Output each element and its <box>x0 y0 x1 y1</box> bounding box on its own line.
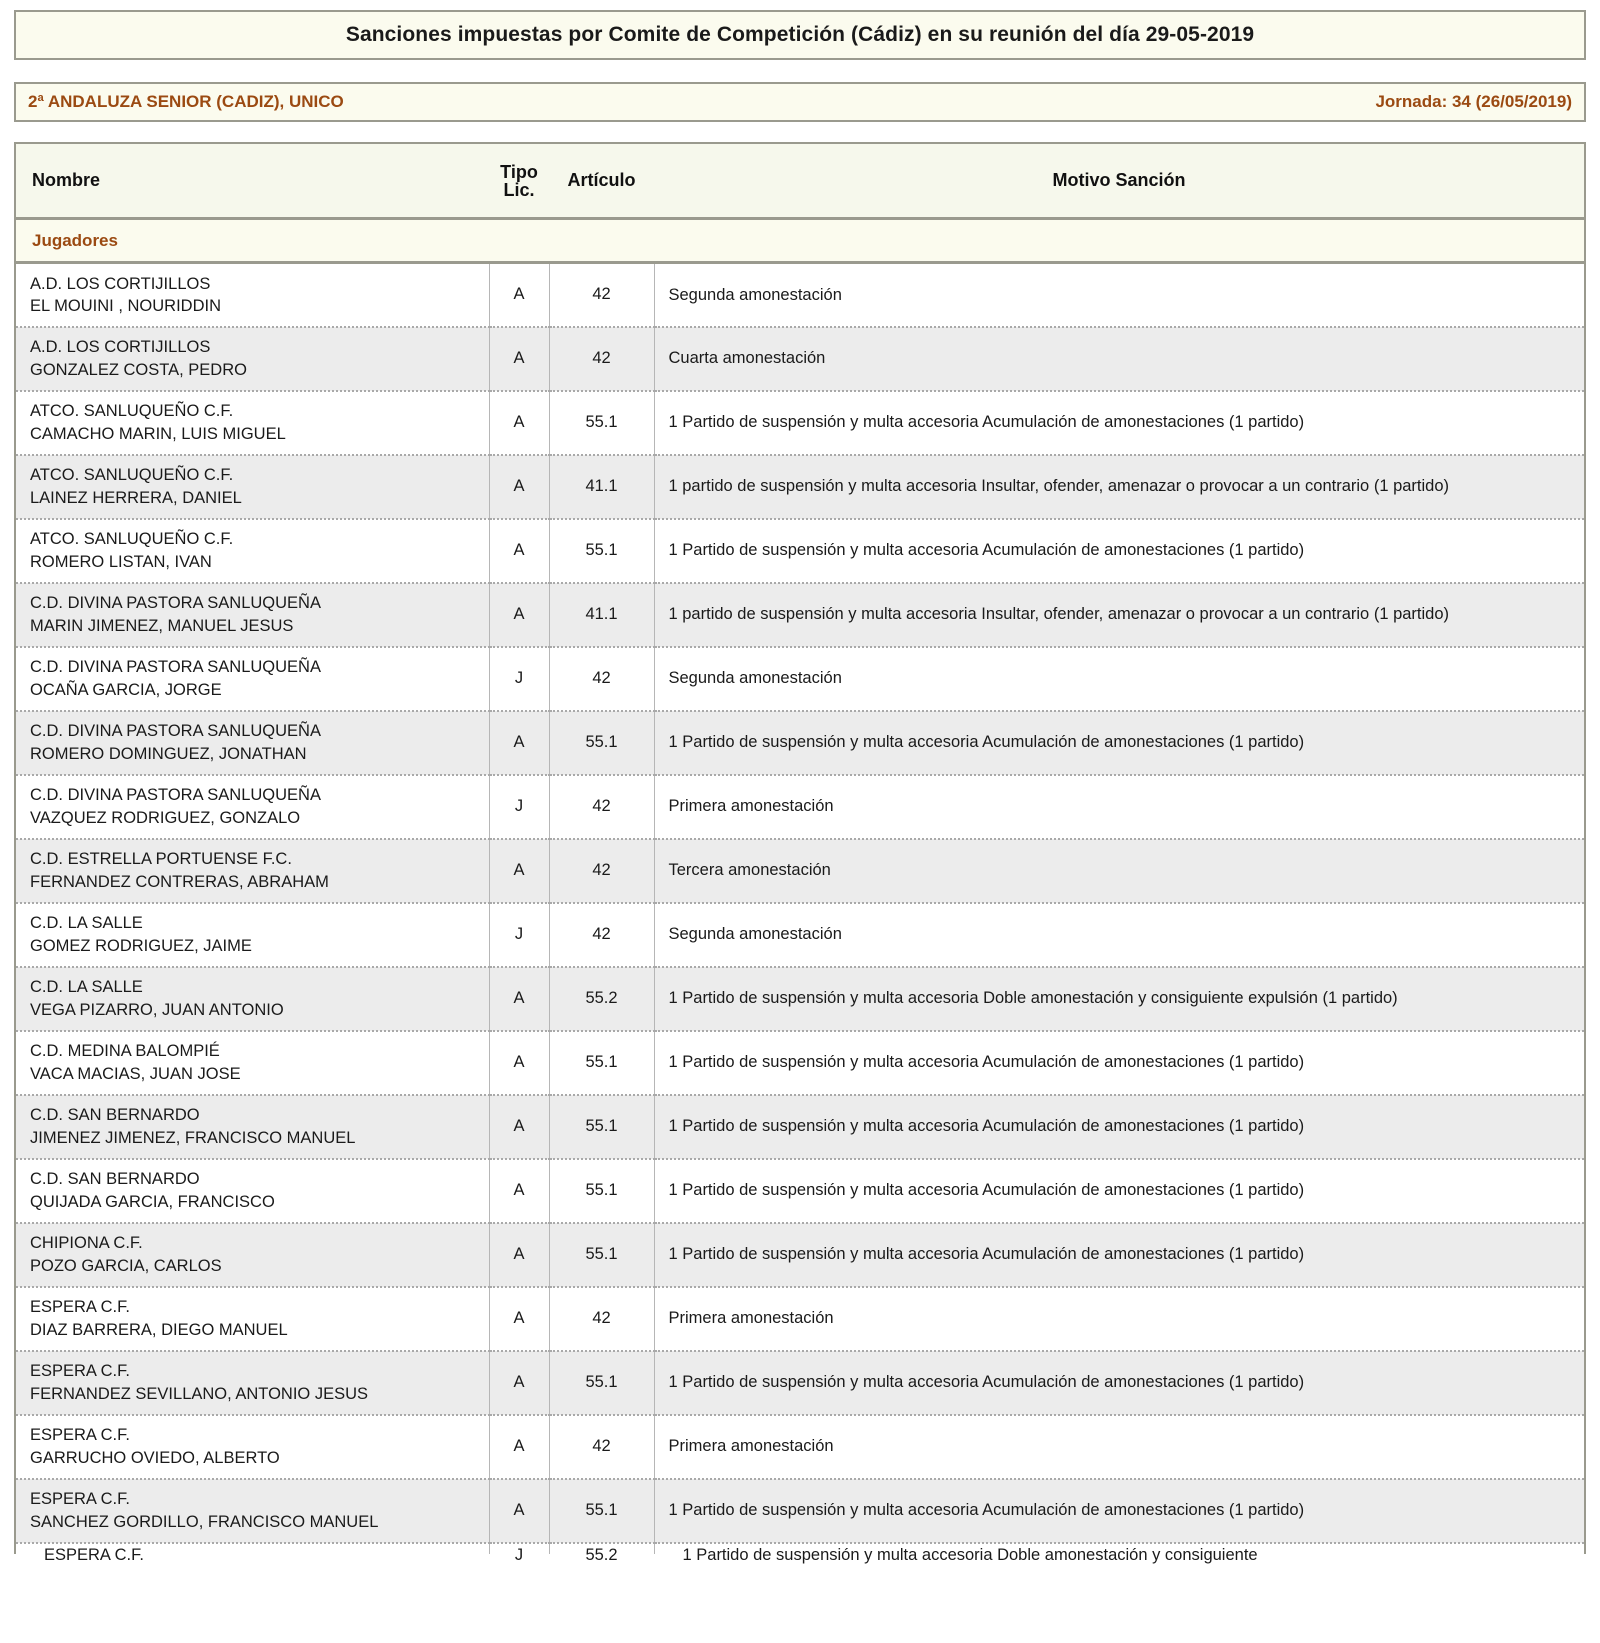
cell-motivo-sancion: 1 partido de suspensión y multa accesoria Insultar, ofender, amenazar o provocar a un contrario (1 partido) <box>654 455 1584 519</box>
player-name: JIMENEZ JIMENEZ, FRANCISCO MANUEL <box>30 1128 356 1147</box>
cell-nombre <box>16 1351 489 1415</box>
player-name: MARIN JIMENEZ, MANUEL JESUS <box>30 616 294 635</box>
cell-articulo: 42 <box>549 903 654 967</box>
cell-nombre <box>16 1287 489 1351</box>
cell-articulo: 55.1 <box>549 1031 654 1095</box>
column-header-tipo-line2: Lic. <box>503 179 535 200</box>
page-title: Sanciones impuestas por Comite de Competición (Cádiz) en su reunión del día 29-05-2019 <box>345 23 1255 46</box>
cell-tipo-licencia: A <box>489 583 549 647</box>
cell-articulo: 55.1 <box>549 519 654 583</box>
cell-tipo-licencia: A <box>489 1415 549 1479</box>
club-name: A.D. LOS CORTIJILLOS <box>30 274 211 293</box>
cell-motivo-sancion: 1 partido de suspensión y multa accesoria Insultar, ofender, amenazar o provocar a un contrario (1 partido) <box>654 583 1584 647</box>
cell-tipo-licencia: J <box>489 647 549 711</box>
cell-motivo-sancion: 1 Partido de suspensión y multa accesoria Acumulación de amonestaciones (1 partido) <box>654 1223 1584 1287</box>
cell-articulo: 41.1 <box>549 583 654 647</box>
table-row <box>16 647 1584 711</box>
table-row <box>16 391 1584 455</box>
club-name: C.D. DIVINA PASTORA SANLUQUEÑA <box>30 722 321 741</box>
cell-tipo-licencia-text: J <box>514 1545 524 1564</box>
cell-articulo: 42 <box>549 263 654 327</box>
cell-articulo: 55.1 <box>549 711 654 775</box>
player-name: FERNANDEZ SEVILLANO, ANTONIO JESUS <box>30 1384 369 1403</box>
cell-tipo-licencia <box>489 1543 549 1564</box>
club-name: C.D. SAN BERNARDO <box>30 1170 200 1189</box>
table-row <box>16 1159 1584 1223</box>
cell-motivo-sancion: Segunda amonestación <box>654 647 1584 711</box>
player-name: QUIJADA GARCIA, FRANCISCO <box>30 1192 275 1211</box>
column-header-motivo-label: Motivo Sanción <box>1052 170 1186 191</box>
cell-tipo-licencia: A <box>489 455 549 519</box>
table-row <box>16 263 1584 327</box>
player-name: VACA MACIAS, JUAN JOSE <box>30 1064 241 1083</box>
table-row <box>16 455 1584 519</box>
cell-motivo-sancion: Primera amonestación <box>654 1287 1584 1351</box>
club-name: ATCO. SANLUQUEÑO C.F. <box>30 402 234 421</box>
table-row <box>16 1479 1584 1543</box>
cell-motivo-sancion: 1 Partido de suspensión y multa accesoria Acumulación de amonestaciones (1 partido) <box>654 711 1584 775</box>
cell-motivo-sancion: Tercera amonestación <box>654 839 1584 903</box>
cell-tipo-licencia: A <box>489 391 549 455</box>
cell-nombre <box>16 1543 489 1564</box>
cell-articulo: 42 <box>549 1415 654 1479</box>
cell-articulo: 55.2 <box>549 967 654 1031</box>
competition-bar <box>14 82 1586 122</box>
cell-motivo-sancion: 1 Partido de suspensión y multa accesoria Doble amonestación y consiguiente expulsión (1 partido) <box>654 967 1584 1031</box>
column-header-articulo-label: Artículo <box>567 170 636 191</box>
group-section-jugadores <box>16 219 1584 263</box>
player-name: FERNANDEZ CONTRERAS, ABRAHAM <box>30 872 329 891</box>
cell-tipo-licencia: A <box>489 839 549 903</box>
cell-tipo-licencia: A <box>489 519 549 583</box>
competition-name: 2ª ANDALUZA SENIOR (CADIZ), UNICO <box>28 92 344 111</box>
cell-nombre <box>16 775 489 839</box>
table-row <box>16 519 1584 583</box>
sanctions-table-container <box>14 142 1586 1564</box>
player-name: SANCHEZ GORDILLO, FRANCISCO MANUEL <box>30 1512 379 1531</box>
column-header-motivo <box>654 144 1584 219</box>
cell-articulo: 55.1 <box>549 1479 654 1543</box>
cell-articulo: 42 <box>549 839 654 903</box>
cell-nombre <box>16 1415 489 1479</box>
cell-nombre <box>16 1031 489 1095</box>
player-name: GARRUCHO OVIEDO, ALBERTO <box>30 1448 280 1467</box>
group-section-label: Jugadores <box>32 230 118 250</box>
cell-articulo <box>549 1543 654 1564</box>
sanctions-document <box>0 10 1600 1643</box>
cell-motivo-sancion: 1 Partido de suspensión y multa accesoria Acumulación de amonestaciones (1 partido) <box>654 391 1584 455</box>
cell-nombre <box>16 839 489 903</box>
cell-tipo-licencia: A <box>489 967 549 1031</box>
club-name: ATCO. SANLUQUEÑO C.F. <box>30 466 234 485</box>
club-name: A.D. LOS CORTIJILLOS <box>30 338 211 357</box>
table-row <box>16 1031 1584 1095</box>
cell-nombre <box>16 327 489 391</box>
player-name: DIAZ BARRERA, DIEGO MANUEL <box>30 1320 288 1339</box>
cell-nombre <box>16 583 489 647</box>
cell-articulo: 55.1 <box>549 1351 654 1415</box>
cell-nombre <box>16 519 489 583</box>
club-name: C.D. LA SALLE <box>30 914 143 933</box>
club-name: ESPERA C.F. <box>30 1362 130 1381</box>
column-header-tipo-lic <box>489 144 549 219</box>
club-name: C.D. SAN BERNARDO <box>30 1106 200 1125</box>
cell-nombre <box>16 263 489 327</box>
player-name: ROMERO DOMINGUEZ, JONATHAN <box>30 744 307 763</box>
cell-motivo-sancion-text: 1 Partido de suspensión y multa accesoria Doble amonestación y consiguiente <box>682 1545 1258 1564</box>
cell-motivo-sancion: 1 Partido de suspensión y multa accesoria Acumulación de amonestaciones (1 partido) <box>654 1095 1584 1159</box>
club-name: C.D. MEDINA BALOMPIÉ <box>30 1042 220 1061</box>
cell-tipo-licencia: A <box>489 1031 549 1095</box>
club-name: ESPERA C.F. <box>30 1490 130 1509</box>
table-row <box>16 711 1584 775</box>
column-header-nombre-label: Nombre <box>32 170 101 191</box>
cell-tipo-licencia: A <box>489 1095 549 1159</box>
cell-motivo-sancion: Segunda amonestación <box>654 263 1584 327</box>
cell-nombre <box>16 1223 489 1287</box>
table-row <box>16 1095 1584 1159</box>
cell-articulo: 42 <box>549 647 654 711</box>
cell-nombre <box>16 647 489 711</box>
cell-articulo: 55.1 <box>549 1159 654 1223</box>
table-row <box>16 1287 1584 1351</box>
player-name: ROMERO LISTAN, IVAN <box>30 552 212 571</box>
cell-tipo-licencia: A <box>489 711 549 775</box>
table-row <box>16 327 1584 391</box>
player-name: VAZQUEZ RODRIGUEZ, GONZALO <box>30 808 301 827</box>
cell-nombre <box>16 455 489 519</box>
club-name: ESPERA C.F. <box>30 1298 130 1317</box>
cell-nombre <box>16 391 489 455</box>
cell-nombre <box>16 1159 489 1223</box>
column-header-articulo <box>549 144 654 219</box>
table-row <box>16 1223 1584 1287</box>
cell-tipo-licencia: A <box>489 1287 549 1351</box>
cell-tipo-licencia: A <box>489 1479 549 1543</box>
cell-articulo: 55.1 <box>549 1223 654 1287</box>
table-row <box>16 839 1584 903</box>
cell-motivo-sancion: Primera amonestación <box>654 775 1584 839</box>
cell-tipo-licencia: A <box>489 263 549 327</box>
table-row <box>16 967 1584 1031</box>
cell-nombre <box>16 903 489 967</box>
club-name: C.D. DIVINA PASTORA SANLUQUEÑA <box>30 658 321 677</box>
document-title-bar <box>14 10 1586 60</box>
player-name: POZO GARCIA, CARLOS <box>30 1256 222 1275</box>
cell-motivo-sancion: 1 Partido de suspensión y multa accesoria Acumulación de amonestaciones (1 partido) <box>654 1351 1584 1415</box>
player-name: OCAÑA GARCIA, JORGE <box>30 680 222 699</box>
cell-tipo-licencia: J <box>489 903 549 967</box>
table-row <box>16 583 1584 647</box>
sanctions-table <box>16 144 1584 1564</box>
player-name: CAMACHO MARIN, LUIS MIGUEL <box>30 424 286 443</box>
cell-tipo-licencia: A <box>489 327 549 391</box>
cell-articulo: 42 <box>549 327 654 391</box>
player-name: GOMEZ RODRIGUEZ, JAIME <box>30 936 252 955</box>
table-row <box>16 1351 1584 1415</box>
player-name: GONZALEZ COSTA, PEDRO <box>30 360 247 379</box>
club-name: C.D. ESTRELLA PORTUENSE F.C. <box>30 850 292 869</box>
table-header <box>16 144 1584 219</box>
table-row <box>16 1415 1584 1479</box>
cell-motivo-sancion: 1 Partido de suspensión y multa accesoria Acumulación de amonestaciones (1 partido) <box>654 1479 1584 1543</box>
cell-articulo: 55.1 <box>549 391 654 455</box>
cell-nombre <box>16 1479 489 1543</box>
player-name: VEGA PIZARRO, JUAN ANTONIO <box>30 1000 284 1019</box>
cell-motivo-sancion: Cuarta amonestación <box>654 327 1584 391</box>
club-name: C.D. DIVINA PASTORA SANLUQUEÑA <box>30 594 321 613</box>
cell-articulo: 42 <box>549 775 654 839</box>
cell-motivo-sancion: 1 Partido de suspensión y multa accesoria Acumulación de amonestaciones (1 partido) <box>654 1159 1584 1223</box>
club-name: ATCO. SANLUQUEÑO C.F. <box>30 530 234 549</box>
table-row-clipped <box>16 1543 1584 1554</box>
club-name: ESPERA C.F. <box>30 1426 130 1445</box>
cell-motivo-sancion <box>654 1543 1584 1564</box>
cell-motivo-sancion: Segunda amonestación <box>654 903 1584 967</box>
player-name: LAINEZ HERRERA, DANIEL <box>30 488 242 507</box>
cell-articulo: 42 <box>549 1287 654 1351</box>
club-name: CHIPIONA C.F. <box>30 1234 143 1253</box>
column-header-tipo-line1: Tipo <box>500 161 538 182</box>
table-row <box>16 903 1584 967</box>
table-body <box>16 219 1584 1564</box>
cell-motivo-sancion: 1 Partido de suspensión y multa accesoria Acumulación de amonestaciones (1 partido) <box>654 519 1584 583</box>
cell-motivo-sancion: 1 Partido de suspensión y multa accesoria Acumulación de amonestaciones (1 partido) <box>654 1031 1584 1095</box>
group-section-cell <box>16 219 1584 263</box>
cell-tipo-licencia: A <box>489 1223 549 1287</box>
cell-nombre <box>16 967 489 1031</box>
club-name: C.D. LA SALLE <box>30 978 143 997</box>
cell-nombre <box>16 1095 489 1159</box>
cell-tipo-licencia: A <box>489 1351 549 1415</box>
cell-articulo: 41.1 <box>549 455 654 519</box>
cell-nombre <box>16 711 489 775</box>
cell-nombre-text: ESPERA C.F. <box>44 1545 144 1564</box>
cell-tipo-licencia: J <box>489 775 549 839</box>
matchday-label: Jornada: 34 (26/05/2019) <box>1375 92 1572 111</box>
column-header-nombre <box>16 144 489 219</box>
cell-articulo: 55.1 <box>549 1095 654 1159</box>
cell-articulo-text: 55.2 <box>585 1545 618 1564</box>
cell-tipo-licencia: A <box>489 1159 549 1223</box>
table-row <box>16 775 1584 839</box>
club-name: C.D. DIVINA PASTORA SANLUQUEÑA <box>30 786 321 805</box>
player-name: EL MOUINI , NOURIDDIN <box>30 296 221 315</box>
cell-motivo-sancion: Primera amonestación <box>654 1415 1584 1479</box>
